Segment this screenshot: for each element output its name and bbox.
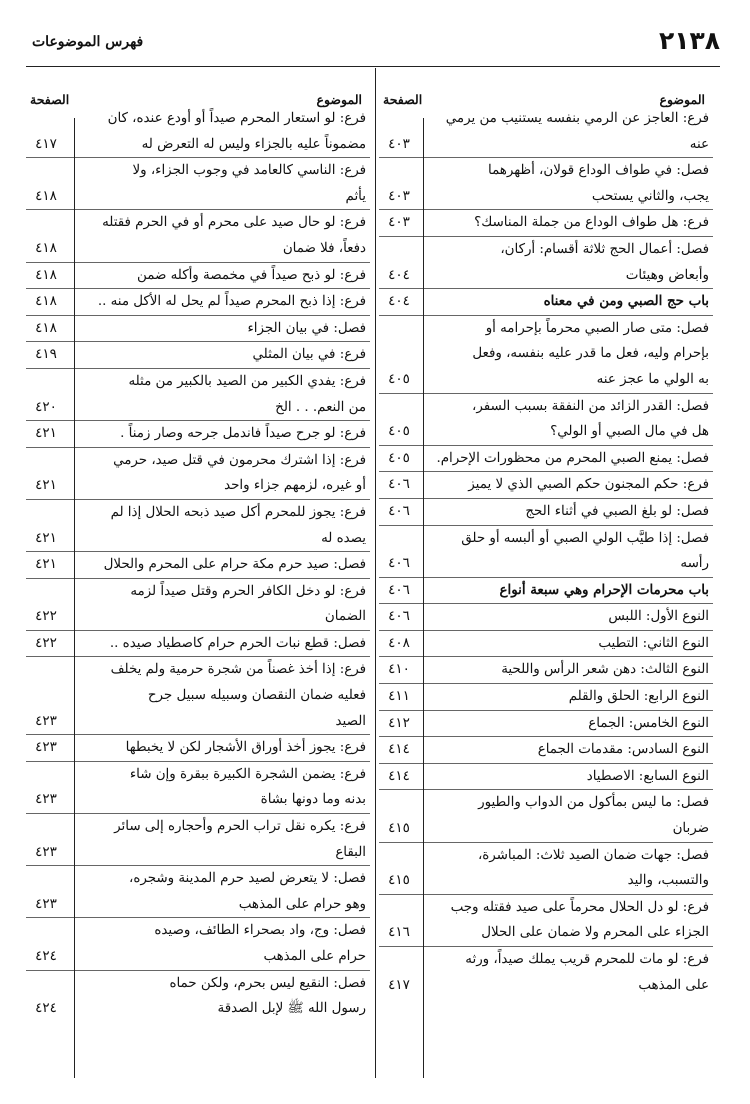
index-entry (26, 263, 370, 290)
entry-line: فرع: لو ذبح صيداً في مخمصة وأكله ضمن (137, 267, 366, 283)
entry-topic (427, 446, 709, 472)
entry-line: فرع: يفدي الكبير من الصيد بالكبير من مثله (128, 373, 366, 389)
entry-line: النوع الثاني: التطيب (598, 635, 709, 651)
index-entry (26, 866, 370, 918)
page-header-label: الصفحة (30, 92, 70, 107)
entry-topic (74, 918, 366, 969)
entry-line: الجزاء على المحرم ولا ضمان على الحلال (481, 925, 709, 941)
entry-topic (74, 158, 366, 209)
left-column (26, 72, 370, 1022)
index-entry (379, 684, 713, 711)
entry-page-number: ٤٠٣ (388, 135, 410, 152)
entry-page-number: ٤١٩ (35, 346, 57, 363)
entry-page-number: ٤٠٣ (388, 187, 410, 204)
left-page-number-rule (74, 118, 75, 1078)
entry-page-number: ٤١٤ (388, 767, 410, 784)
index-entry (379, 764, 713, 791)
entry-line: باب حج الصبي ومن في معناه (543, 293, 709, 310)
entry-line: فرع: يضمن الشجرة الكبيرة ببقرة وإن شاء (129, 766, 366, 782)
index-entry (26, 552, 370, 579)
entry-line: عنه (689, 136, 709, 152)
index-entry (26, 657, 370, 735)
entry-line: فصل: صيد حرم مكة حرام على المحرم والحلال (103, 557, 366, 573)
entry-topic (427, 790, 709, 841)
entry-topic (74, 579, 366, 630)
entry-topic (74, 421, 366, 447)
entry-line: فرع: يجوز أخذ أوراق الأشجار لكن لا يخبطها (125, 740, 366, 756)
entry-page-number: ٤١١ (388, 688, 410, 705)
entry-line: البقاع (335, 844, 366, 860)
index-entry (379, 106, 713, 158)
entry-line: وهو حرام على المذهب (238, 896, 366, 912)
entry-topic (74, 263, 366, 289)
entry-line: فرع: لو حال صيد على محرم أو في الحرم فقتله (102, 215, 366, 231)
entry-line: حرام على المذهب (263, 949, 366, 964)
right-column (379, 72, 713, 998)
entry-line: فصل: قطع نبات الحرم حرام كاصطياد صيده .. (109, 635, 366, 651)
entry-topic (74, 316, 366, 342)
entry-page-number: ٤٢١ (35, 477, 57, 494)
entry-line: فصل: متى صار الصبي محرماً بإحرامه أو (485, 320, 709, 336)
entry-page-number: ٤١٢ (388, 714, 410, 731)
entry-line: فرع: في بيان المثلي (252, 347, 366, 363)
entry-topic (74, 369, 366, 420)
index-entry (26, 500, 370, 552)
entry-line: فرع: لو مات للمحرم قريب يملك صيداً، ورثه (465, 952, 709, 967)
entry-topic (74, 552, 366, 578)
chapter-entry (379, 289, 713, 316)
entry-line: فصل: إذا طيَّب الولي الصبي أو ألبسه أو حلق (461, 530, 709, 546)
entry-line: فرع: هل طواف الوداع من جملة المناسك؟ (474, 215, 709, 231)
entry-page-number: ٤٢٠ (35, 398, 57, 415)
entry-page-number: ٤١٨ (35, 319, 57, 336)
entry-topic (427, 106, 709, 157)
entry-line: باب محرمات الإحرام وهي سبعة أنواع (499, 581, 709, 598)
entry-page-number: ٤١٥ (388, 872, 410, 889)
entry-page-number: ٤١٨ (35, 187, 57, 204)
entry-page-number: ٤٢٤ (35, 1000, 57, 1017)
entry-line: به الولي ما عجز عنه (596, 371, 709, 387)
entry-topic (427, 289, 709, 315)
entry-topic (74, 106, 366, 157)
index-entry (26, 814, 370, 866)
entry-page-number: ٤٠٦ (388, 502, 410, 519)
column-divider (375, 68, 376, 1078)
entry-line: مضموناً عليه بالجزاء وليس له التعرض له (141, 136, 366, 152)
entry-page-number: ٤١٨ (35, 239, 57, 256)
entry-page-number: ٤٢٤ (35, 948, 57, 964)
entry-line: فصل: في طواف الوداع قولان، أظهرهما (487, 163, 709, 179)
entry-topic (427, 526, 709, 577)
index-entry (379, 499, 713, 526)
entry-line: فرع: إذا أخذ غصناً من شجرة حرمية ولم يخلف (110, 662, 366, 678)
running-title: فهرس الموضوعات (32, 34, 144, 50)
entry-line: فصل: وج، واد بصحراء الطائف، وصيده (154, 923, 366, 939)
index-entry (379, 895, 713, 947)
entry-page-number: ٤١٥ (388, 820, 410, 837)
entry-line: فرع: العاجز عن الرمي بنفسه يستنيب من يرمي (445, 111, 709, 126)
entry-line: فرع: لو استعار المحرم صيداً أو أودع عنده، كان (107, 111, 366, 126)
entry-topic (427, 684, 709, 710)
entry-line: بإحرام وليه، فعل ما قدر عليه بنفسه، وفعل (472, 346, 709, 362)
chapter-entry (379, 578, 713, 605)
index-entry (26, 579, 370, 631)
entry-topic (427, 578, 709, 604)
page-header-label: الصفحة (383, 92, 423, 107)
entry-line: والتسبب، واليد (627, 873, 709, 889)
index-entry (379, 316, 713, 394)
index-entry (379, 604, 713, 631)
left-column-header (26, 72, 370, 106)
topic-header: الموضوع (659, 92, 705, 107)
left-entries (26, 106, 370, 1022)
entry-page-number: ٤٠٦ (388, 608, 410, 625)
entry-line: النوع السادس: مقدمات الجماع (537, 742, 709, 758)
entry-line: النوع الخامس: الجماع (588, 715, 709, 731)
entry-topic (427, 657, 709, 683)
entry-topic (427, 737, 709, 763)
entry-page-number: ٤٠٦ (388, 476, 410, 493)
index-entry (379, 843, 713, 895)
entry-topic (74, 971, 366, 1022)
entry-topic (427, 843, 709, 894)
entry-topic (427, 316, 709, 393)
entry-line: وأبعاض وهيئات (625, 267, 709, 283)
index-entry (379, 394, 713, 446)
entry-line: يأثم (345, 188, 366, 204)
index-entry (26, 289, 370, 316)
entry-line: فصل: في بيان الجزاء (247, 320, 366, 336)
index-entry (26, 316, 370, 343)
entry-page-number: ٤١٨ (35, 266, 57, 283)
entry-line: من النعم. . . الخ (275, 399, 366, 415)
entry-page-number: ٤٠٤ (388, 266, 410, 283)
entry-page-number: ٤٠٥ (388, 449, 410, 466)
index-entry (379, 446, 713, 473)
entry-line: فصل: لا يتعرض لصيد حرم المدينة وشجره، (129, 871, 366, 887)
entry-line: فرع: يجوز للمحرم أكل صيد ذبحه الحلال إذا لم (110, 504, 366, 520)
index-entry (379, 472, 713, 499)
entry-page-number: ٤٠٤ (388, 293, 410, 310)
index-entry (26, 631, 370, 658)
right-column-header (379, 72, 713, 106)
entry-line: دفعاً، فلا ضمان (282, 240, 366, 256)
index-entry (26, 158, 370, 210)
entry-page-number: ٤١٦ (388, 924, 410, 941)
index-entry (26, 210, 370, 262)
entry-line: فرع: لو دل الحلال محرماً على صيد فقتله وجب (450, 899, 709, 915)
entry-line: فرع: إذا اشترك محرمون في قتل صيد، حرمي (113, 452, 366, 468)
entry-topic (74, 631, 366, 657)
index-entry (379, 210, 713, 237)
entry-line: النوع الثالث: دهن شعر الرأس واللحية (501, 662, 709, 678)
entry-line: يجب، والثاني يستحب (591, 188, 709, 204)
entry-topic (74, 866, 366, 917)
entry-topic (74, 657, 366, 734)
entry-line: هل في مال الصبي أو الولي؟ (550, 424, 709, 440)
index-entry (379, 631, 713, 658)
index-entry (26, 448, 370, 500)
entry-topic (427, 158, 709, 209)
entry-line: فرع: لو دخل الكافر الحرم وقتل صيداً لزمه (130, 583, 366, 599)
entry-line: فصل: النقيع ليس بحرم، ولكن حماه (169, 975, 366, 991)
entry-line: الضمان (324, 609, 366, 625)
index-entry (26, 106, 370, 158)
entry-line: يصده له (321, 530, 366, 546)
entry-page-number: ٤٢١ (35, 425, 57, 442)
index-entry (379, 790, 713, 842)
index-entry (26, 369, 370, 421)
entry-line: فصل: أعمال الحج ثلاثة أقسام: أركان، (500, 241, 709, 257)
entry-line: على المذهب (638, 977, 709, 993)
entry-page-number: ٤٠٦ (388, 581, 410, 598)
entry-topic (427, 604, 709, 630)
topic-header: الموضوع (316, 92, 362, 107)
entry-page-number: ٤٢٣ (35, 739, 57, 756)
entry-topic (74, 448, 366, 499)
entry-page-number: ٤٢٢ (35, 608, 57, 625)
index-entry (26, 971, 370, 1022)
index-entry (26, 342, 370, 369)
entry-topic (427, 472, 709, 498)
entry-line: فرع: حكم المجنون حكم الصبي الذي لا يميز (468, 477, 709, 493)
entry-line: فعليه ضمان النقصان وسبيله سبيل جرح (147, 688, 366, 704)
entry-topic (427, 237, 709, 288)
entry-page-number: ٤٢٣ (35, 843, 57, 860)
entry-line: فصل: القدر الزائد من النفقة بسبب السفر، (472, 398, 709, 414)
entry-topic (427, 895, 709, 946)
entry-topic (427, 394, 709, 445)
entry-topic (427, 947, 709, 998)
entry-page-number: ٤٢٣ (35, 712, 57, 729)
entry-line: النوع الرابع: الحلق والقلم (568, 689, 709, 705)
entry-line: فصل: يمنع الصبي المحرم من محظورات الإحرام. (436, 450, 709, 466)
entry-page-number: ٤٢١ (35, 556, 57, 573)
entry-line: ضربان (672, 821, 709, 837)
entry-line: رأسه (680, 556, 709, 572)
entry-line: النوع الأول: اللبس (608, 609, 709, 625)
entry-topic (427, 631, 709, 657)
header-rule (26, 66, 720, 67)
entry-line: فرع: الناسي كالعامد في وجوب الجزاء، ولا (132, 163, 366, 179)
entry-topic (74, 342, 366, 368)
entry-page-number: ٤٠٨ (388, 634, 410, 651)
entry-line: فرع: لو جرح صيداً فاندمل جرحه وصار زمناً . (120, 426, 366, 442)
index-entry (379, 158, 713, 210)
entry-topic (427, 764, 709, 790)
entry-page-number: ٤٢٢ (35, 634, 57, 651)
entry-line: فرع: إذا ذبح المحرم صيداً لم يحل له الأكل منه .. (97, 294, 366, 310)
index-entry (26, 762, 370, 814)
entry-line: النوع السابع: الاصطياد (586, 768, 709, 784)
entry-page-number: ٤٠٥ (388, 370, 410, 387)
index-entry (379, 237, 713, 289)
index-entry (379, 657, 713, 684)
entry-page-number: ٤٢٣ (35, 895, 57, 912)
index-entry (379, 947, 713, 998)
entry-topic (427, 711, 709, 737)
entry-topic (74, 762, 366, 813)
index-entry (379, 737, 713, 764)
entry-topic (74, 289, 366, 315)
entry-topic (74, 500, 366, 551)
entry-page-number: ٤٠٦ (388, 555, 410, 572)
index-entry (26, 735, 370, 762)
entry-line: الصيد (335, 713, 366, 729)
entry-page-number: ٤٠٥ (388, 423, 410, 440)
entry-topic (74, 735, 366, 761)
entry-topic (74, 814, 366, 865)
entry-page-number: ٤١٠ (388, 661, 410, 678)
right-page-number-rule (423, 118, 424, 1078)
index-entry (26, 421, 370, 448)
entry-page-number: ٤٢٣ (35, 791, 57, 808)
entry-topic (427, 499, 709, 525)
entry-topic (74, 210, 366, 261)
entry-line: فصل: لو بلغ الصبي في أثناء الحج (525, 503, 709, 519)
entry-line: فرع: يكره نقل تراب الحرم وأحجاره إلى سائر (114, 819, 366, 835)
page-number: ٢١٣٨ (658, 26, 720, 55)
index-entry (26, 918, 370, 970)
entry-page-number: ٤١٨ (35, 293, 57, 310)
entry-line: فصل: جهات ضمان الصيد ثلاث: المباشرة، (477, 847, 709, 863)
entry-line: بدنه وما دونها بشاة (260, 792, 366, 808)
entry-line: رسول الله ﷺ لإبل الصدقة (217, 1001, 366, 1017)
entry-page-number: ٤٠٣ (388, 214, 410, 231)
index-entry (379, 526, 713, 578)
entry-topic (427, 210, 709, 236)
right-entries (379, 106, 713, 998)
entry-page-number: ٤١٤ (388, 741, 410, 758)
entry-page-number: ٤٢١ (35, 529, 57, 546)
entry-page-number: ٤١٧ (388, 976, 410, 993)
entry-line: فصل: ما ليس بمأكول من الدواب والطيور (478, 795, 709, 811)
entry-line: أو غيره، لزمهم جزاء واحد (224, 478, 366, 494)
index-entry (379, 711, 713, 738)
entry-page-number: ٤١٧ (35, 135, 57, 152)
page-header (26, 26, 720, 56)
